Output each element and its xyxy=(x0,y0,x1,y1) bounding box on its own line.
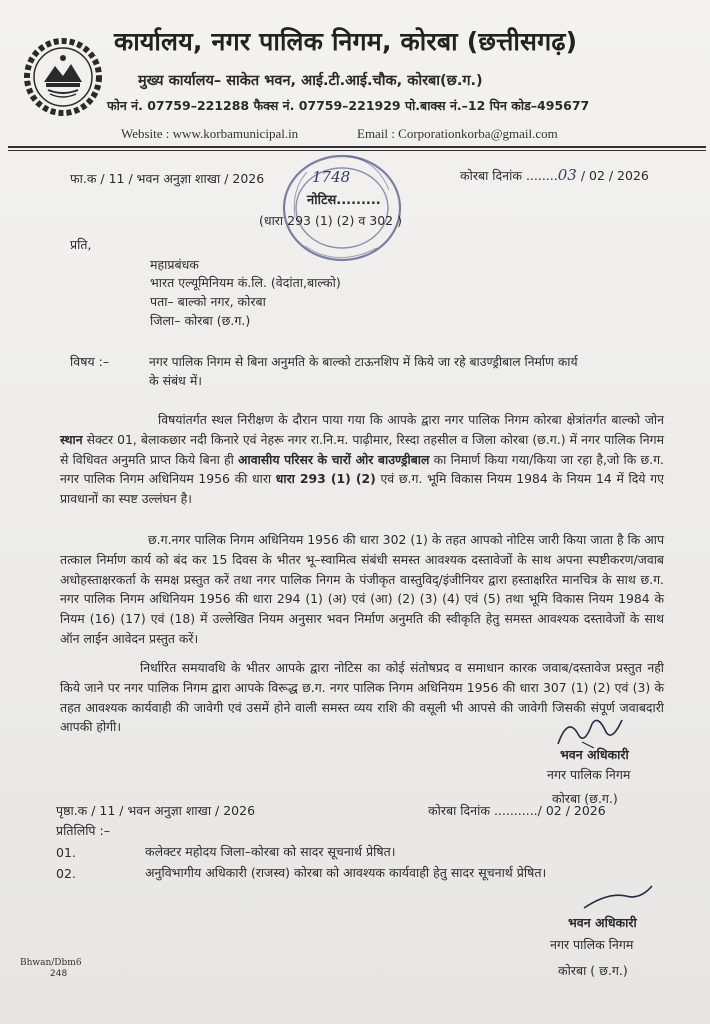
copy-item-text: कलेक्टर महोदय जिला–कोरबा को सादर सूचनार्थ प्रेषित। xyxy=(145,844,396,859)
body-paragraph-2: छ.ग.नगर पालिक निगम अधिनियम 1956 की धारा 302 (1) के तहत आपको नोटिस जारी किया जाता है कि आप तत्काल निर्माण कार्य को बंद कर 15 दिवस के भीतर भू–स्वामित्व संबंधी समस्त आवश्यक दस्तावेजों के साथ अपना स्पष्टीकरण/जवाब अधोहस्ताक्षरकर्ता के समक्ष प्रस्तुत करें तथा नगर पालिक निगम के पंजीकृत वास्तुविद्/इंजीनियर द्वारा हस्ताक्षरित मानचित्र के साथ छ.ग. नगर पालिक निगम अधिनियम 1956 की धारा 294 (1) (अ) एवं (आ) (2) (3) (4) एवं (5) तथा भूमि विकास नियम 1984 के नियम (16) (17) एवं (18) में उल्लेखित नियम अनुसार भवन निर्माण अनुमति की स्वीकृति हेतु समस्त आवश्यक दस्तावेजों के साथ ऑन लाईन आवेदन प्रस्तुत करें। xyxy=(60,532,664,646)
subject-text-cont: के संबंध में। xyxy=(149,373,203,388)
signatory-org: नगर पालिक निगम xyxy=(550,937,634,952)
reference-date: कोरबा दिनांक ........03 / 02 / 2026 xyxy=(460,166,649,184)
contact-line: फोन नं. 07759–221288 फैक्स नं. 07759–221929 पो.बाक्स नं.–12 पिन कोड–495677 xyxy=(107,98,590,113)
endorsement-date: कोरबा दिनांक .........../ 02 / 2026 xyxy=(428,803,606,818)
page-number: 248 xyxy=(50,969,68,979)
recipient-line: जिला– कोरबा (छ.ग.) xyxy=(150,313,251,328)
recipient-line: भारत एल्यूमिनियम कं.लि. (वेदांता,बाल्को) xyxy=(150,275,341,290)
copy-label: प्रतिलिपि :– xyxy=(56,823,110,838)
body-paragraph-3: निर्धारित समयावधि के भीतर आपके द्वारा नोटिस का कोई संतोषप्रद व समाधान कारक जवाब/दस्तावेज प्रस्तुत नही किये जाने पर नगर पालिक निगम द्वारा आपके विरूद्ध छ.ग. नगर पालिक निगम अधिनियम 1956 की धारा 307 (1) (2) एवं (3) के तहत आवश्यक कार्यवाही की जावेगी एवं उसमें होने वाली समस्त व्यय राशि की वसूली भी आपसे की जावेगी जिसकी संपूर्ण जवाबदारी आपकी होगी। xyxy=(60,660,664,735)
recipient-line: महाप्रबंधक xyxy=(150,257,199,272)
signatory-place: कोरबा ( छ.ग.) xyxy=(558,963,628,978)
header-rule xyxy=(8,146,706,148)
file-code: Bhwan/Dbm6 xyxy=(20,958,82,968)
copy-item-number: 02. xyxy=(56,866,76,881)
body-paragraph-1: विषयांतर्गत स्थल निरीक्षण के दौरान पाया गया कि आपके द्वारा नगर पालिक निगम कोरबा क्षेत्रांतर्गत बाल्को जोन स्थान सेक्टर 01, बेलाकछार नदी किनारे एवं नेहरू नगर रा.नि.म. पाढ़ीमार, रिस्दा तहसील व जिला कोरबा (छ.ग.) में नगर पालिक निगम से विधिवत अनुमति प्राप्त किये बिना ही आवासीय परिसर के चारों ओर बाउण्ड्रीबाल का निमार्ण किया गया/किया जा रहा है,जो कि छ.ग. नगर पालिक निगम अधिनियम 1956 की धारा धारा 293 (1) (2) एवं छ.ग. भूमि विकास नियम 1984 के नियम 14 में दिये गए प्रावधानों का स्पष्ट उल्लंघन है। xyxy=(60,412,664,507)
signatory-title: भवन अधिकारी xyxy=(560,747,629,762)
subject-text: नगर पालिक निगम से बिना अनुमति के बाल्को टाऊनशिप में किये जा रहे बाउण्ड्रीबाल निर्माण कार्य xyxy=(149,355,578,369)
notice-section: (धारा 293 (1) (2) व 302 ) xyxy=(259,213,402,228)
signatory-title: भवन अधिकारी xyxy=(568,915,637,930)
subject-label: विषय :– xyxy=(70,354,110,369)
signatory-org: नगर पालिक निगम xyxy=(547,767,631,782)
office-title: कार्यालय, नगर पालिक निगम, कोरबा (छत्तीसगढ़) xyxy=(114,27,578,56)
email-text: Email : Corporationkorba@gmail.com xyxy=(357,126,558,141)
reference-number: फा.क / 11 / भवन अनुज्ञा शाखा / 2026 xyxy=(70,171,265,186)
korba-municipal-emblem-icon xyxy=(22,36,104,118)
website-text: Website : www.korbamunicipal.in xyxy=(121,126,299,141)
notice-heading: नोटिस......... xyxy=(307,193,381,208)
signature-scribble xyxy=(578,882,658,914)
prati-label: प्रति, xyxy=(70,237,92,252)
copy-item-number: 01. xyxy=(56,845,76,860)
endorsement-reference: पृष्ठा.क / 11 / भवन अनुज्ञा शाखा / 2026 xyxy=(56,803,256,818)
recipient-line: पता– बाल्को नगर, कोरबा xyxy=(150,294,266,309)
signatory-place: कोरबा (छ.ग.) xyxy=(552,791,618,806)
office-address: मुख्य कार्यालय– साकेत भवन, आई.टी.आई.चौक, कोरबा(छ.ग.) xyxy=(138,73,483,89)
stamp-number: 1748 xyxy=(312,168,351,186)
copy-item-text: अनुविभागीय अधिकारी (राजस्व) कोरबा को आवश्यक कार्यवाही हेतु सादर सूचनार्थ प्रेषित। xyxy=(145,865,547,880)
